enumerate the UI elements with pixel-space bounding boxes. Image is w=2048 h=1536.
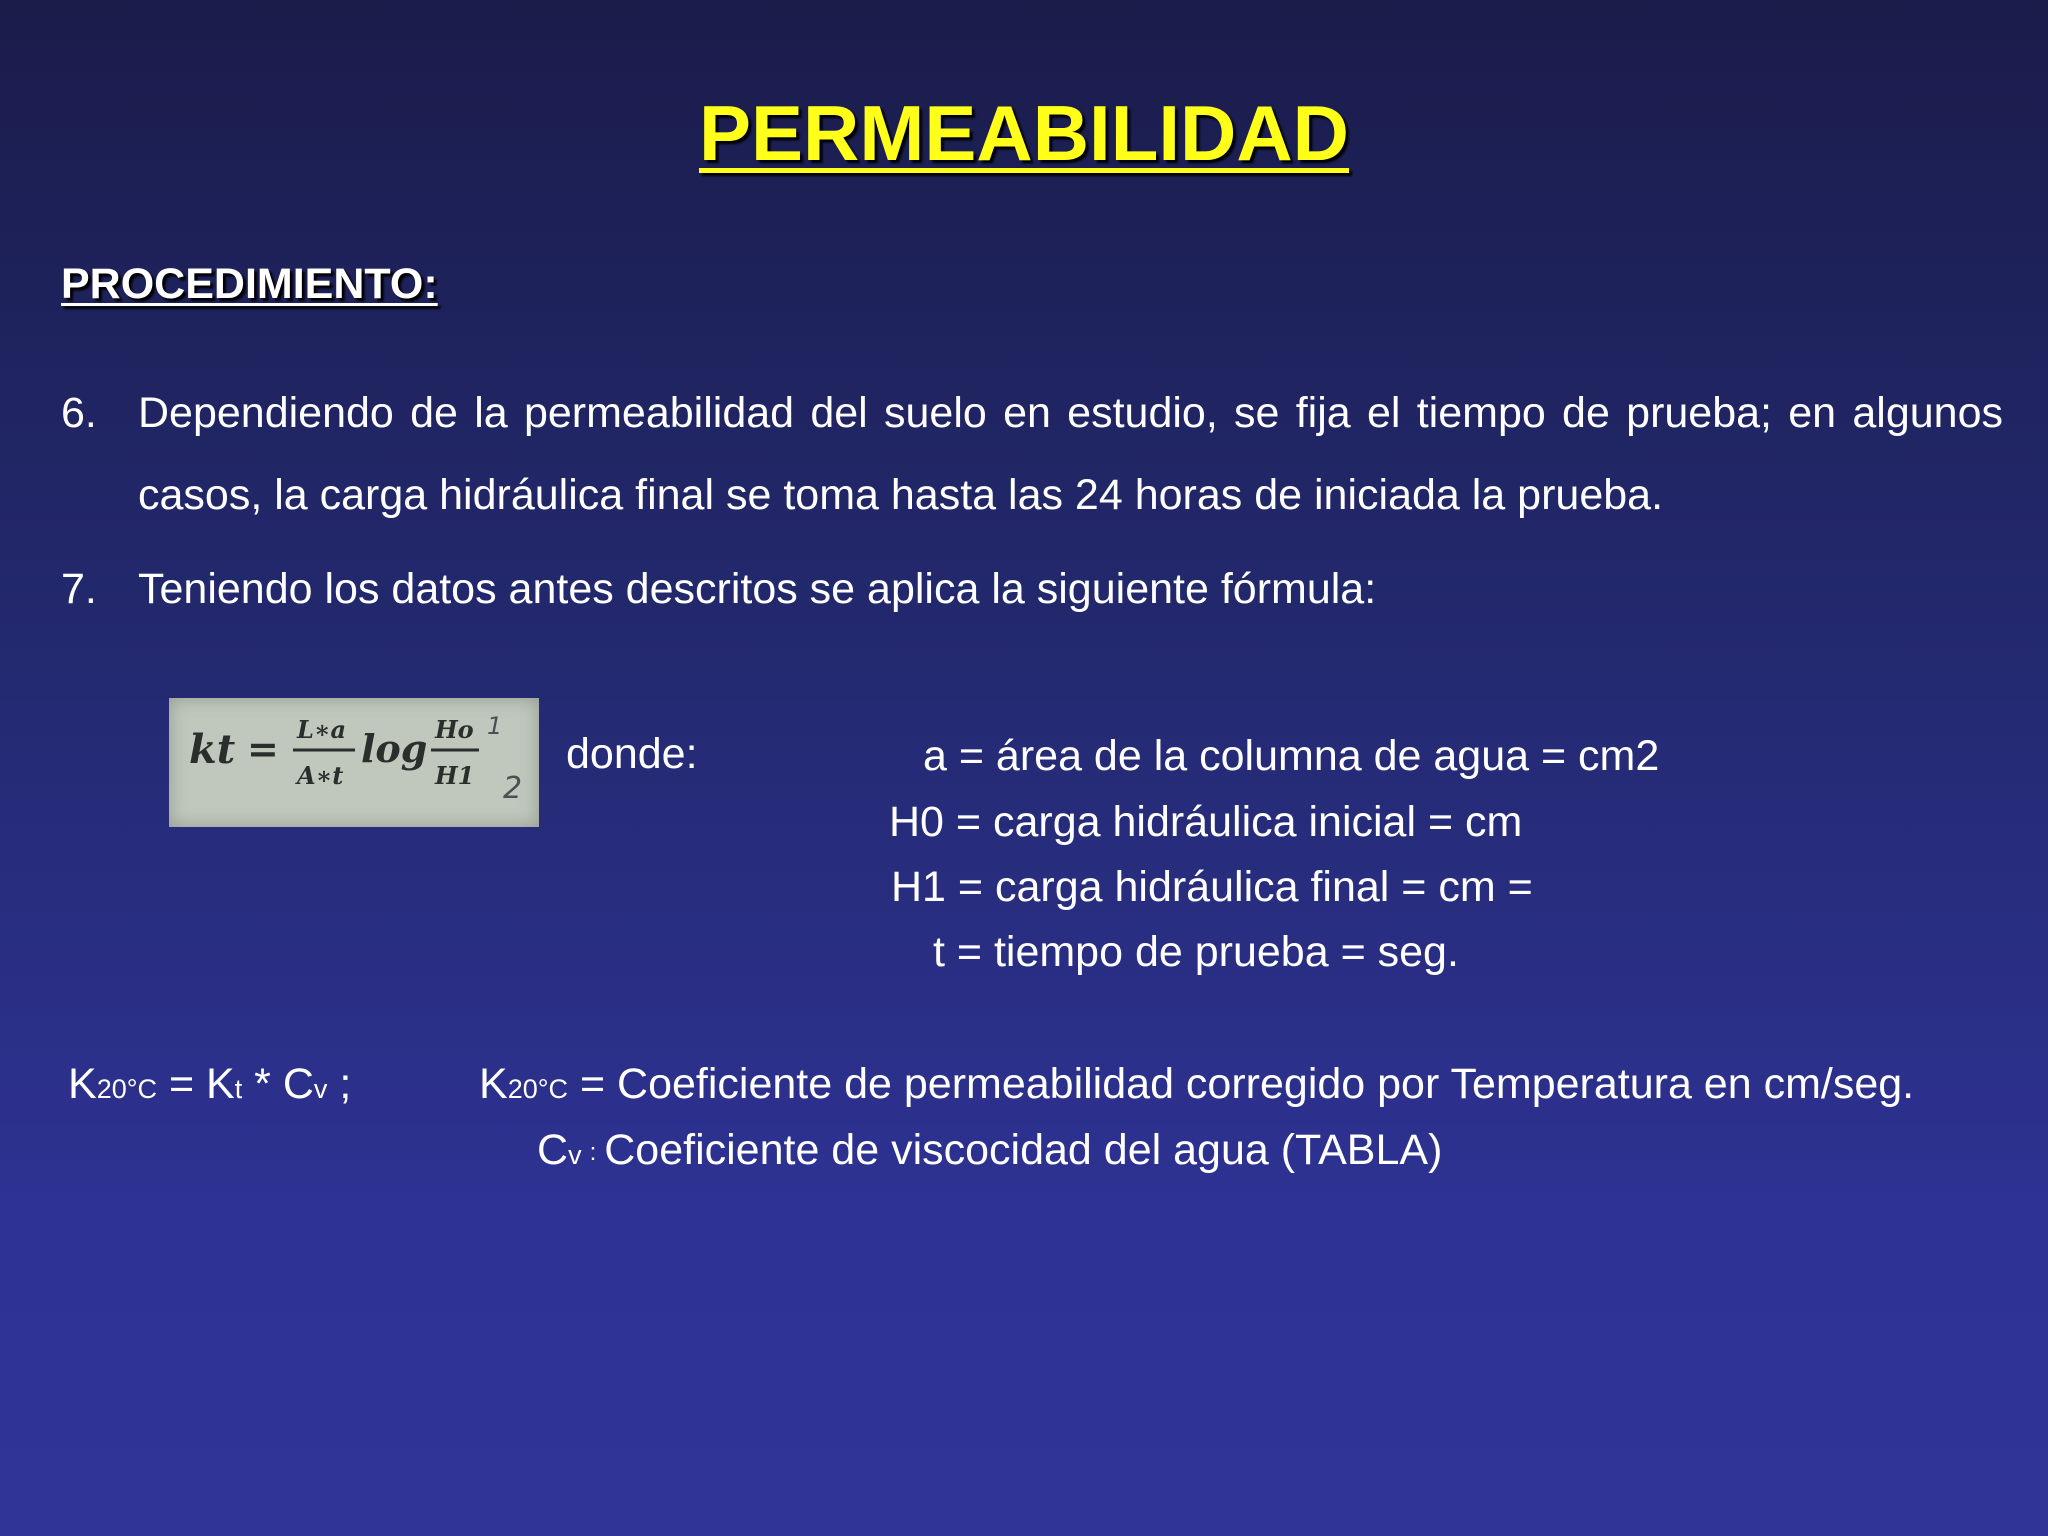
- formula-numerator: L∗a: [297, 715, 347, 744]
- handwritten-mark-2: 2: [503, 771, 523, 806]
- step-text: Teniendo los datos antes descritos se aplica la siguiente fórmula:: [138, 565, 1377, 613]
- step-number: 7.: [61, 565, 97, 613]
- handwritten-mark-1: 1: [487, 712, 503, 740]
- kt-subscript: t: [234, 1074, 243, 1104]
- step-number: 6.: [61, 389, 97, 437]
- semicolon: ;: [327, 1060, 352, 1108]
- k20-definition: [479, 1058, 1914, 1115]
- k-subscript: 20°C: [507, 1074, 569, 1104]
- step-item-7: [61, 548, 2003, 630]
- k-symbol: K: [479, 1060, 508, 1108]
- step-text: Dependiendo de la permeabilidad del suelo en estudio, se fija el tiempo de prueba; en algunos casos, la carga hidráulica final se toma hasta las 24 horas de iniciada la prueba.: [138, 389, 2003, 519]
- definition-h1: H1 = carga hidráulica final = cm =: [891, 863, 1533, 911]
- cv-colon: :: [589, 1138, 597, 1166]
- formula-image: [169, 698, 539, 827]
- definition-a: a = área de la columna de agua = cm2: [923, 732, 1660, 780]
- cv-subscript: v: [568, 1140, 582, 1170]
- formula-log-denominator: H1: [435, 761, 475, 790]
- k-symbol: K: [68, 1060, 97, 1108]
- step-item-6: [61, 372, 2003, 536]
- cv-symbol: C: [537, 1126, 569, 1174]
- formula-log: log: [361, 726, 428, 771]
- formula-log-numerator: Ho: [435, 715, 474, 744]
- cv-definition: [537, 1124, 1442, 1181]
- cv-definition-text: Coeficiente de viscocidad del agua (TABLA): [604, 1126, 1443, 1174]
- definition-t: t = tiempo de prueba = seg.: [933, 928, 1459, 976]
- equals-kt: = K: [157, 1060, 235, 1108]
- formula-equals: =: [247, 726, 279, 771]
- correction-equation: [68, 1058, 351, 1115]
- formula-graphic: [169, 698, 539, 827]
- definition-h0: H0 = carga hidráulica inicial = cm: [889, 798, 1523, 846]
- times-cv: * C: [242, 1060, 314, 1108]
- formula-denominator: A∗t: [297, 761, 344, 790]
- k-subscript: 20°C: [96, 1074, 158, 1104]
- slide-title: PERMEABILIDAD: [698, 89, 1349, 177]
- donde-label: donde:: [566, 730, 698, 778]
- section-heading: PROCEDIMIENTO:: [61, 260, 438, 308]
- cv-subscript: v: [313, 1074, 328, 1104]
- k-definition-text: = Coeficiente de permeabilidad corregido por Temperatura en cm/seg.: [568, 1060, 1915, 1108]
- formula-lhs: kt: [189, 726, 236, 773]
